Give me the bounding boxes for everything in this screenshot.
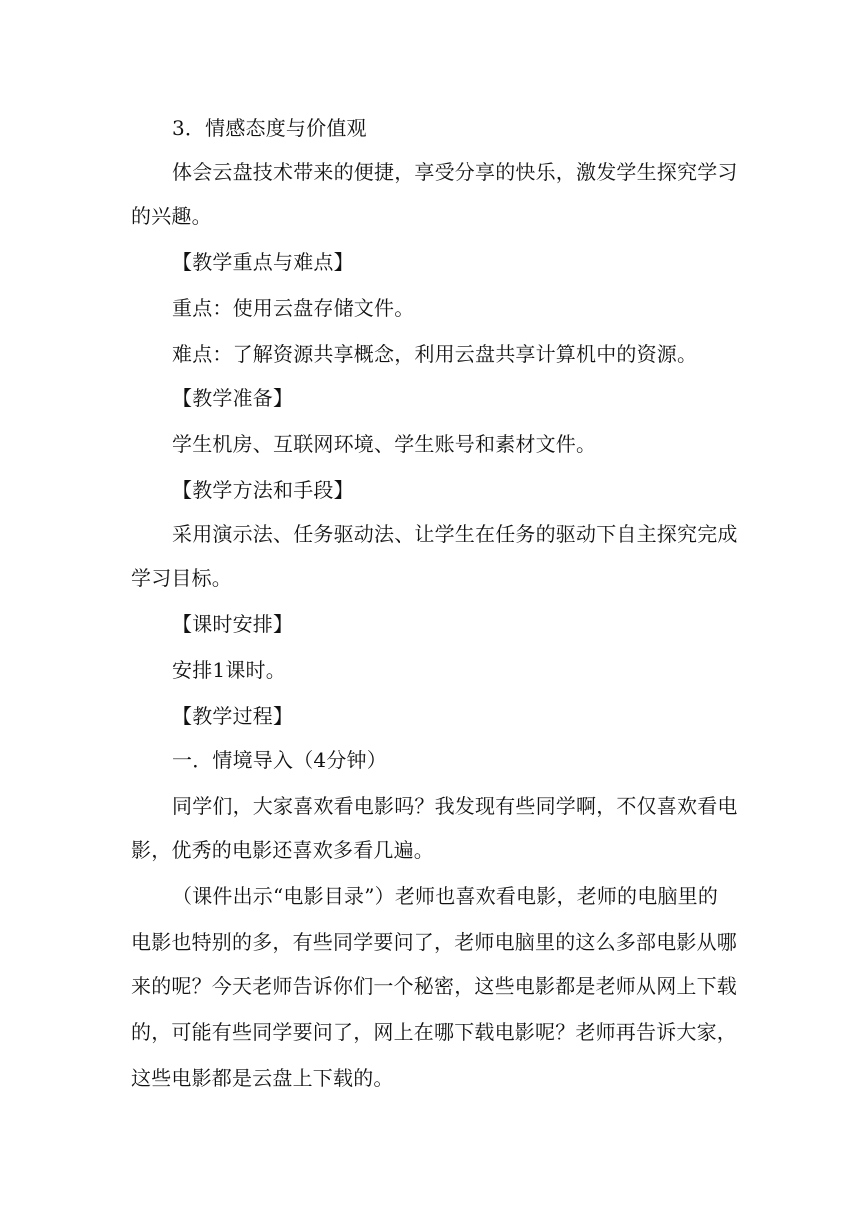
section-heading-emotion-attitude: 3．情感态度与价值观 — [172, 116, 367, 140]
section-heading-key-points: 【教学重点与难点】 — [172, 250, 354, 274]
section-heading-process: 【教学过程】 — [172, 704, 294, 728]
paragraph-line: 难点：了解资源共享概念，利用云盘共享计算机中的资源。 — [172, 342, 698, 366]
paragraph-line: 采用演示法、任务驱动法、让学生在任务的驱动下自主探究完成 — [172, 522, 738, 546]
paragraph-line: 体会云盘技术带来的便捷，享受分享的快乐，激发学生探究学习 — [172, 160, 738, 184]
section-heading-preparation: 【教学准备】 — [172, 386, 294, 410]
paragraph-line: 的，可能有些同学要问了，网上在哪下载电影呢？老师再告诉大家， — [131, 1020, 737, 1044]
paragraph-line: 电影也特别的多，有些同学要问了，老师电脑里的这么多部电影从哪 — [131, 930, 737, 954]
paragraph-line: 来的呢？今天老师告诉你们一个秘密，这些电影都是老师从网上下载 — [131, 974, 737, 998]
paragraph-line: （课件出示“电影目录”）老师也喜欢看电影，老师的电脑里的 — [172, 884, 719, 908]
subsection-heading-intro: 一．情境导入（4分钟） — [172, 748, 387, 772]
paragraph-line: 这些电影都是云盘上下载的。 — [131, 1066, 394, 1090]
paragraph-line: 的兴趣。 — [131, 204, 212, 228]
paragraph-line: 同学们，大家喜欢看电影吗？我发现有些同学啊，不仅喜欢看电 — [172, 794, 738, 818]
paragraph-line: 影，优秀的电影还喜欢多看几遍。 — [131, 838, 434, 862]
paragraph-line: 学习目标。 — [131, 566, 232, 590]
paragraph-line: 安排1课时。 — [172, 658, 286, 682]
paragraph-line: 学生机房、互联网环境、学生账号和素材文件。 — [172, 432, 597, 456]
paragraph-line: 重点：使用云盘存储文件。 — [172, 296, 415, 320]
section-heading-methods: 【教学方法和手段】 — [172, 478, 354, 502]
section-heading-schedule: 【课时安排】 — [172, 612, 294, 636]
